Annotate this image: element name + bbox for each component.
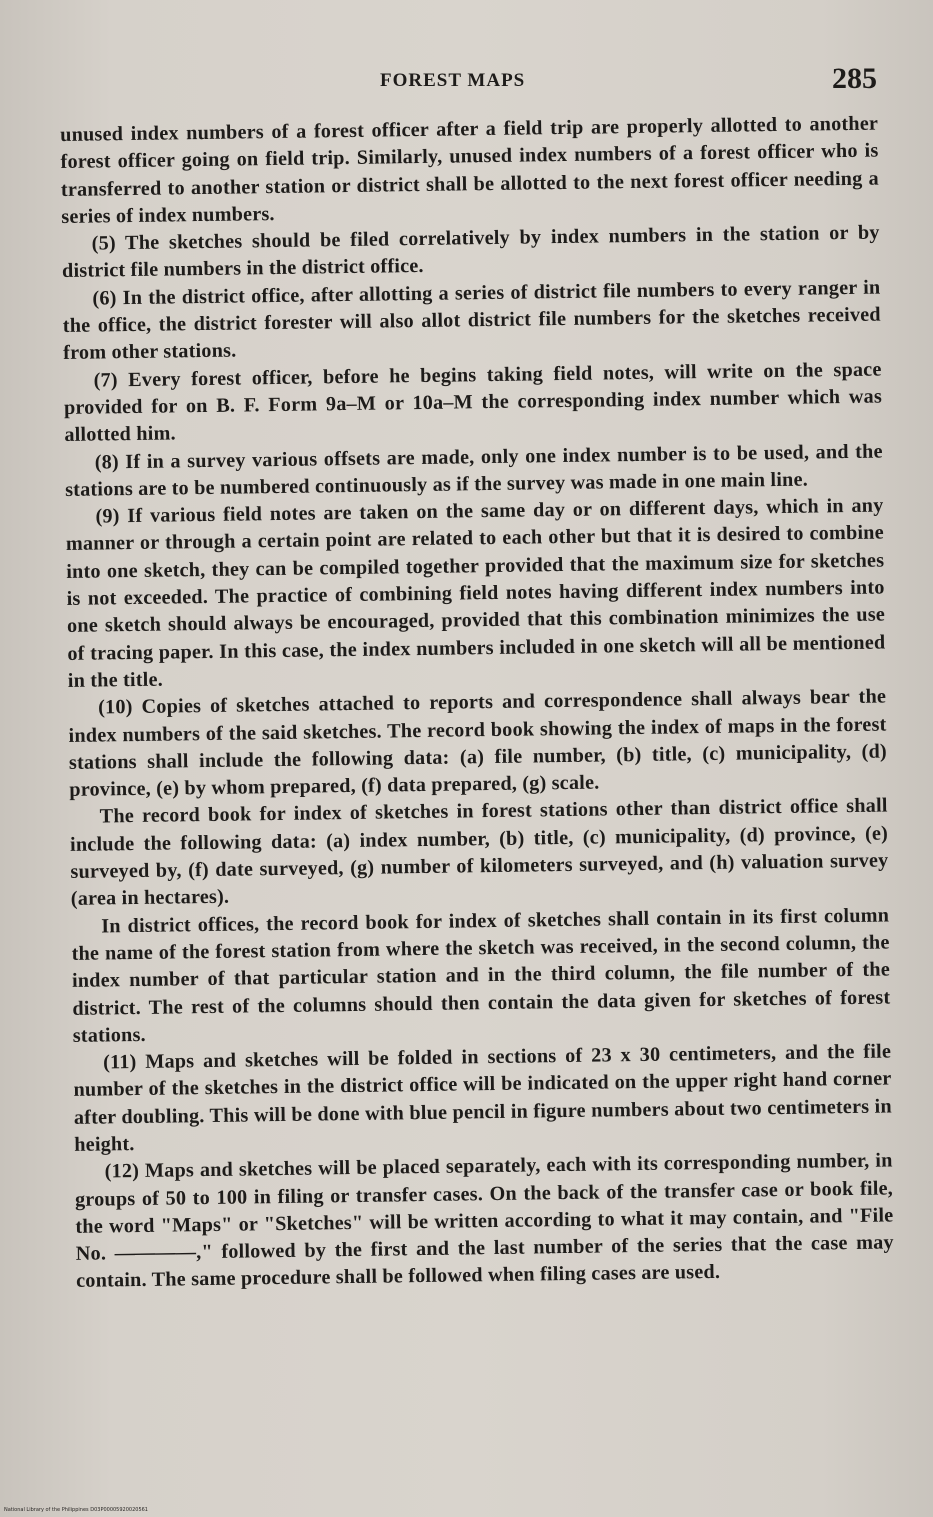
paragraph-continuation: unused index numbers of a forest officer after a field trip are properly allotted to another forest officer going on field trip. Similarly, unused index numbers of a forest officer who is transferred to another station or district shall be allotted to the next forest officer needing a series of index numbers.	[60, 112, 880, 228]
paragraph-6: (6) In the district office, after allotting a series of district file numbers to every ranger in the office, the district forester will also allot district file numbers for the sketches received from other stations.	[62, 276, 881, 365]
paragraph-10: (10) Copies of sketches attached to reports and correspondence shall always bear the index numbers of the said sketches. The record book showing the index of maps in the forest stations shall include the following data: (a) file number, (b) title, (c) municipality, (d) province, (e) by whom prepared, (f) data prepared, (g) scale.	[68, 685, 888, 802]
paragraph-11: (11) Maps and sketches will be folded in sections of 23 x 30 centimeters, and the file number of the sketches in the district office will be indicated on the upper right hand corner after doubling. This will be done with blue pencil in figure numbers about two centimeters in height.	[73, 1040, 892, 1156]
page-title: FOREST MAPS	[380, 70, 526, 91]
library-stamp: National Library of the Philippines D03P00005920020561	[4, 1507, 148, 1513]
paragraph-8: (8) If in a survey various offsets are made, only one index number is to be used, and the stations are to be numbered continuously as if the survey was made in one main line.	[64, 440, 883, 501]
paragraph-9: (9) If various field notes are taken on the same day or on different days, which in any manner or through a certain point are related to each other but that it is desired to combine into one sketch, they can be compiled together provided that the maximum size for sketches is not exceeded. The practice of combining field notes having different index numbers into one sketch should always be encouraged, provided that this combination minimizes the use of tracing paper. In this case, the index numbers included in one sketch will all be mentioned in the title.	[65, 494, 886, 692]
paragraph-7: (7) Every forest officer, before he begins taking field notes, will write on the space provided for on B. F. Form 9a–M or 10a–M the corresponding index number which was allotted him.	[63, 358, 883, 447]
page-number: 285	[832, 62, 877, 95]
paragraph-record-book-stations: The record book for index of sketches in forest stations other than district office shall include the following data: (a) index number, (b) title, (c) municipality, (d) province, (e) surveyed by, (f) date surveyed, (g) number of kilometers surveyed, and (h) valuation survey (area in hectares).	[69, 794, 889, 911]
body-text	[60, 111, 894, 1296]
paragraph-5: (5) The sketches should be filed correlatively by index numbers in the station or by district file numbers in the district office.	[61, 221, 880, 283]
paragraph-record-book-district: In district offices, the record book for index of sketches shall contain in its first column the name of the forest station from where the sketch was received, in the second column, the index number of that particular station and in the third column, the file number of the district. The rest of the columns should then contain the data given for sketches of forest stations.	[71, 904, 891, 1047]
paragraph-12: (12) Maps and sketches will be placed separately, each with its corresponding number, in groups of 50 to 100 in filing or transfer cases. On the back of the transfer case or book file, the word "Maps" or "Sketches" will be written according to what it may contain, and "File No. ————," followed by the first and the last number of the series that the case may contain. The same procedure shall be followed when filing cases are used.	[74, 1149, 894, 1293]
running-head	[60, 62, 885, 102]
